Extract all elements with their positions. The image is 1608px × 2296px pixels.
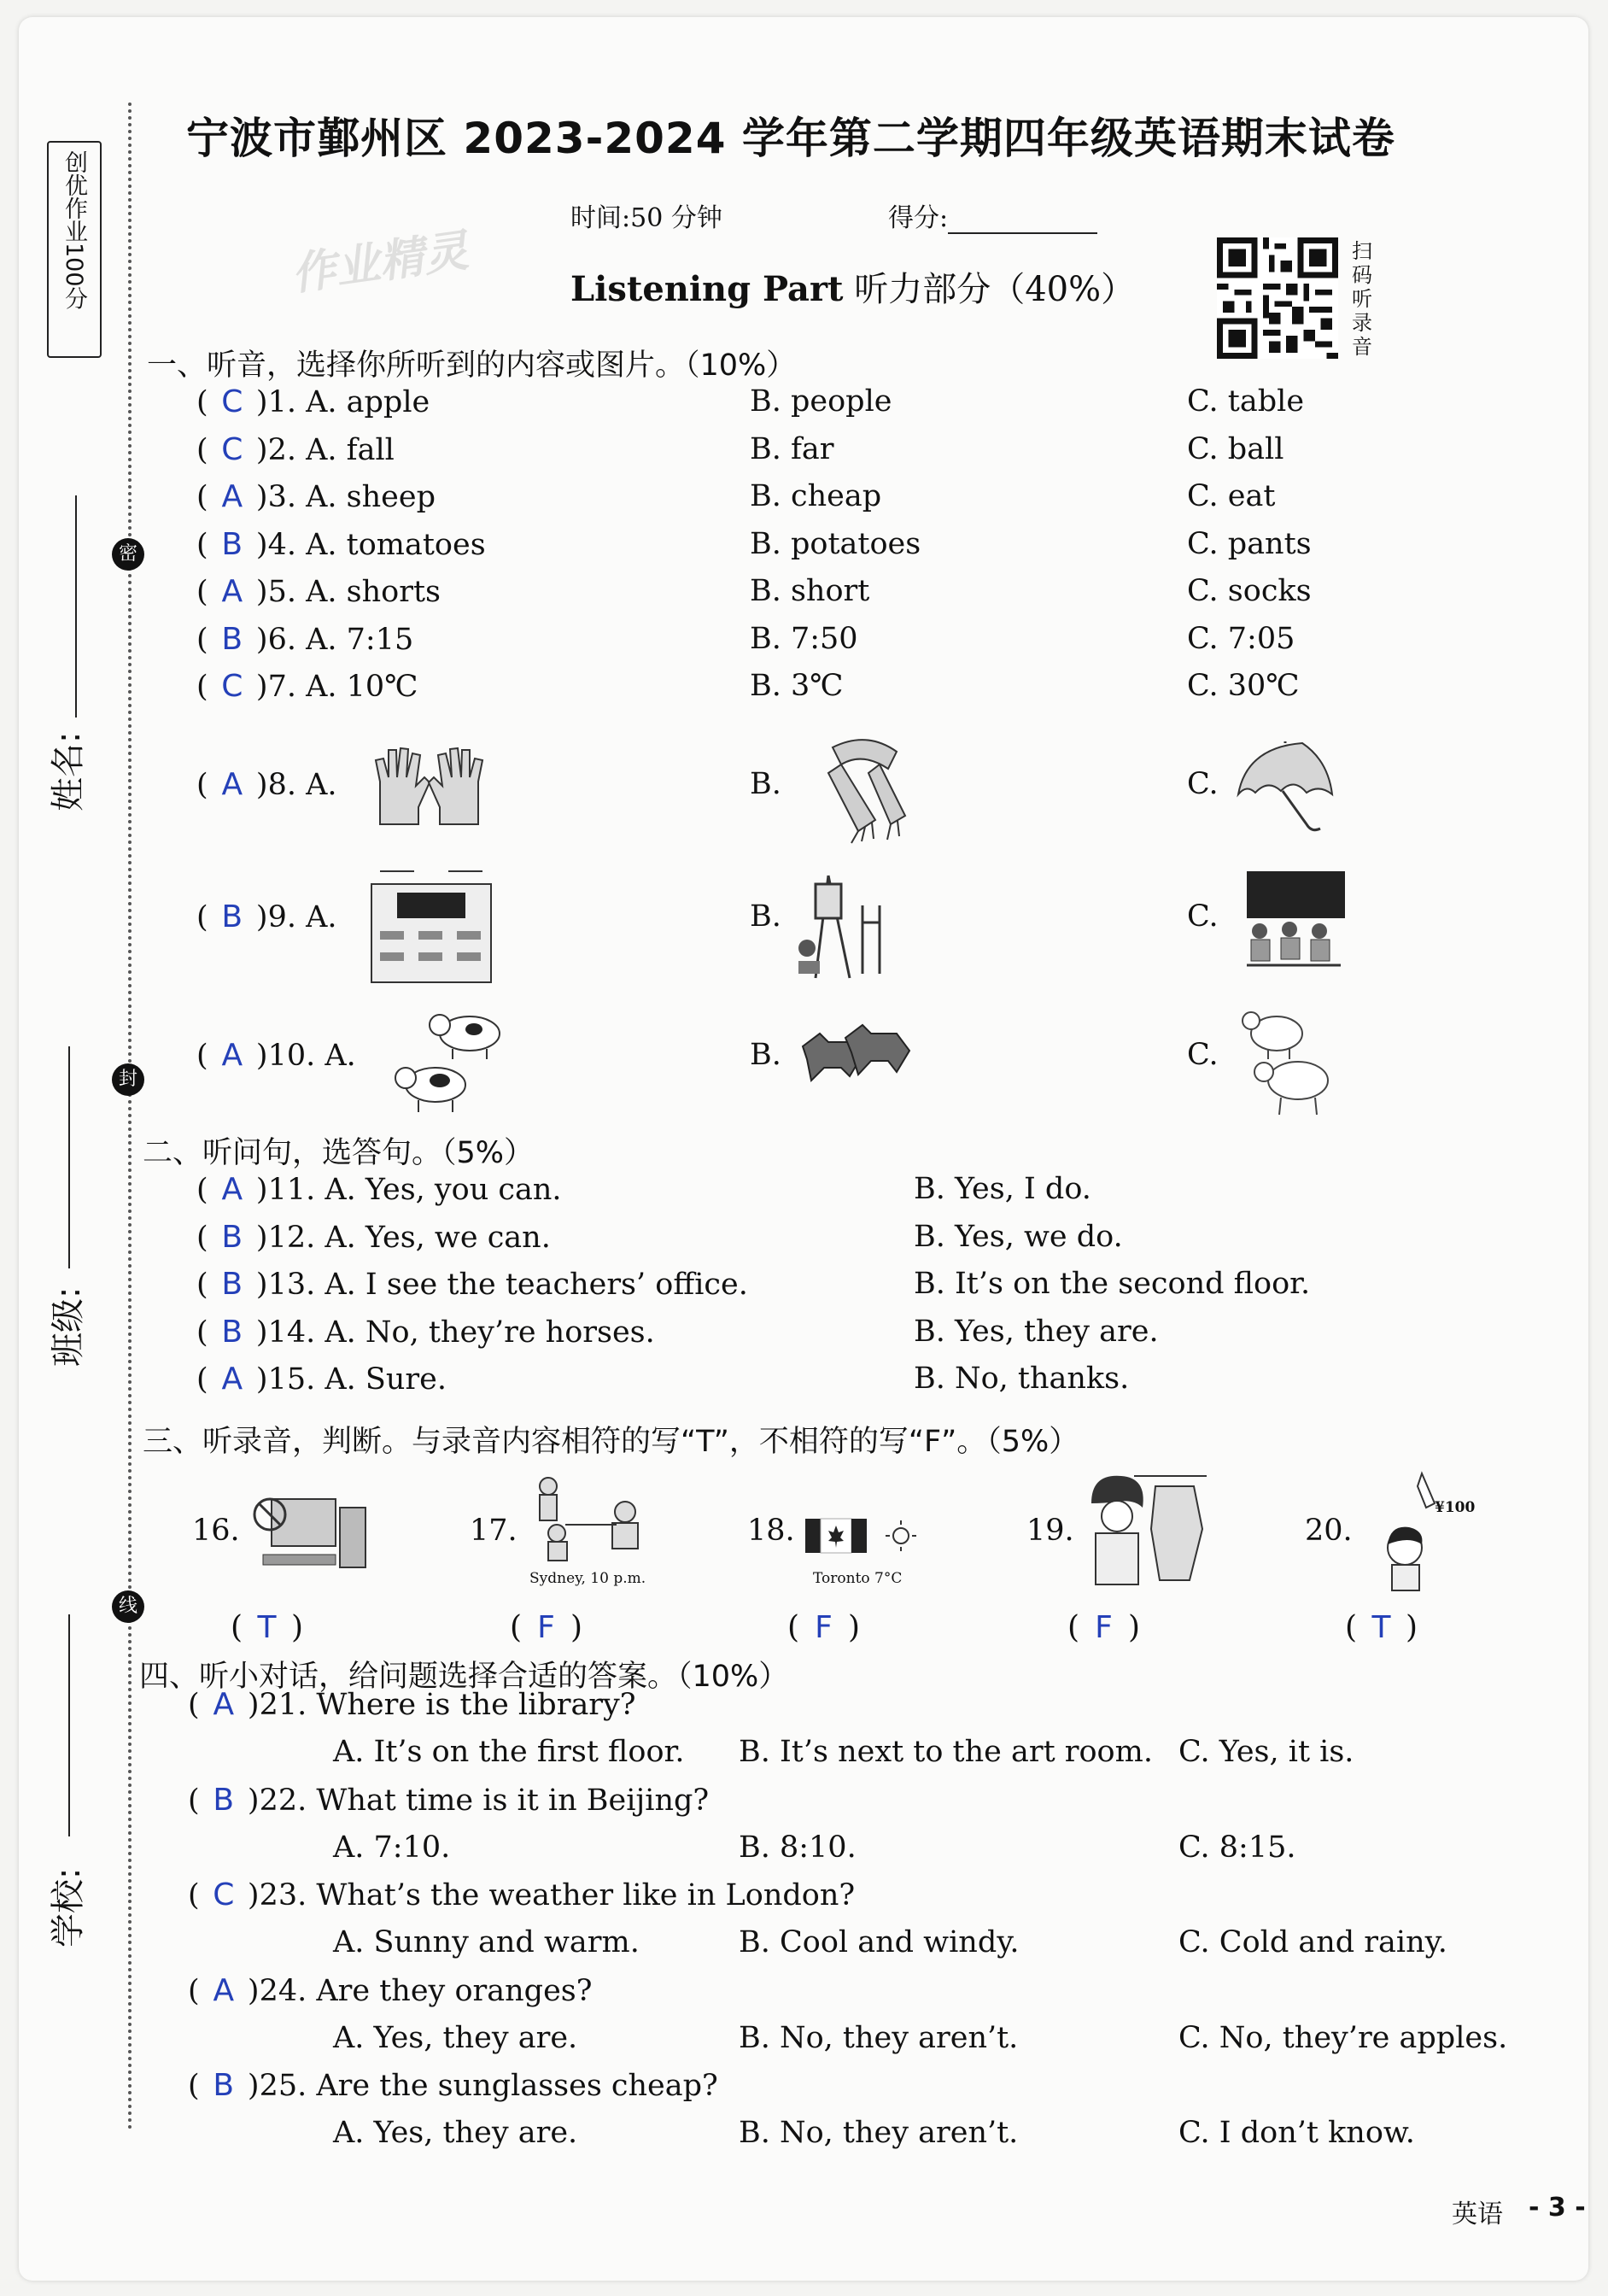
question-24: ( A )24. Are they oranges? [188, 1972, 593, 2008]
option-25b: B. No, they aren’t. [739, 2116, 1019, 2150]
question-5: ( A )5. A. shorts [196, 574, 441, 609]
question-text: Are they oranges? [316, 1973, 593, 2008]
school-field-label: 学校: [49, 1867, 88, 1948]
option-13b: B. It’s on the second floor. [914, 1267, 1311, 1301]
question-number: )15. [255, 1362, 316, 1397]
option-22c: C. 8:15. [1178, 1830, 1296, 1865]
question-7: ( C )7. A. 10℃ [196, 669, 418, 704]
option-21c: C. Yes, it is. [1178, 1735, 1354, 1769]
option-7b: B. 3℃ [750, 669, 844, 703]
option-23c: C. Cold and rainy. [1178, 1925, 1447, 1959]
question-number: )7. [255, 670, 296, 704]
option-24c: C. No, they’re apples. [1178, 2020, 1508, 2055]
option-10c: C. [1187, 1038, 1219, 1072]
option-24a: A. Yes, they are. [333, 2020, 578, 2055]
item-18-caption: Toronto 7°C [813, 1570, 903, 1587]
option-9c: C. [1187, 899, 1219, 934]
item-16-answer-wrap: ( T ) [231, 1610, 303, 1645]
option-6a: A. 7:15 [306, 622, 414, 657]
question-15: ( A )15. A. Sure. [196, 1362, 447, 1397]
scarf-picture [798, 730, 922, 846]
girl-dress-picture [1083, 1469, 1211, 1589]
question-number: )6. [255, 622, 296, 657]
footer-subject: 英语 [1452, 2199, 1503, 2229]
binding-dotted-line [128, 102, 132, 2131]
question-11: ( A )11. A. Yes, you can. [196, 1172, 562, 1207]
option-22a: A. 7:10. [333, 1830, 451, 1865]
question-number: )5. [255, 575, 296, 609]
option-15b: B. No, thanks. [914, 1362, 1130, 1396]
score-label: 得分: [888, 203, 949, 233]
option-12b: B. Yes, we do. [914, 1219, 1123, 1254]
answer-19[interactable]: F [1095, 1610, 1113, 1645]
question-number: )24. [247, 1973, 307, 2008]
question-6: ( B )6. A. 7:15 [196, 621, 414, 657]
question-text: What time is it in Beijing? [316, 1783, 710, 1818]
option-12a: A. Yes, we can. [325, 1220, 551, 1255]
answer-16[interactable]: T [257, 1610, 277, 1645]
answer-18[interactable]: F [815, 1610, 833, 1645]
answer-14[interactable]: B [221, 1314, 243, 1350]
seal-mark-feng: 封 [112, 1063, 144, 1096]
question-text: What’s the weather like in London? [316, 1878, 856, 1912]
answer-20[interactable]: T [1371, 1610, 1391, 1645]
answer-4[interactable]: B [221, 526, 243, 562]
option-21b: B. It’s next to the art room. [739, 1735, 1153, 1769]
option-15a: A. Sure. [325, 1362, 447, 1397]
name-field-label: 姓名: [49, 731, 88, 811]
option-1b: B. people [750, 384, 892, 419]
option-13a: A. I see the teachers’ office. [325, 1268, 748, 1302]
question-9: ( B )9. A. [196, 899, 337, 934]
question-8: ( A )8. A. [196, 767, 337, 802]
question-12: ( B )12. A. Yes, we can. [196, 1219, 551, 1255]
option-23a: A. Sunny and warm. [333, 1925, 640, 1959]
question-13: ( B )13. A. I see the teachers’ office. [196, 1267, 748, 1302]
answer-24[interactable]: A [213, 1972, 235, 2008]
watermark: 作业精灵 [288, 225, 471, 302]
item-18-answer-wrap: ( F ) [787, 1610, 860, 1645]
section1-heading: 一、听音，选择你所听到的内容或图片。（10%） [147, 348, 797, 383]
question-3: ( A )3. A. sheep [196, 479, 436, 514]
school-field-line[interactable] [68, 1614, 70, 1836]
section3-heading: 三、听录音，判断。与录音内容相符的写“T”，不相符的写“F”。（5%） [143, 1425, 1079, 1459]
option-24b: B. No, they aren’t. [739, 2020, 1019, 2055]
gloves-picture [371, 743, 495, 833]
option-4b: B. potatoes [750, 526, 921, 561]
umbrella-picture [1230, 735, 1341, 841]
answer-7[interactable]: C [221, 669, 243, 704]
answer-15[interactable]: A [221, 1362, 243, 1397]
option-9b: B. [750, 899, 781, 934]
option-5a: A. shorts [306, 575, 441, 609]
option-1c: C. table [1187, 384, 1305, 419]
answer-5[interactable]: A [221, 574, 243, 609]
question-number: )25. [247, 2069, 307, 2103]
boy-price-picture [1375, 1469, 1443, 1593]
option-21a: A. It’s on the first floor. [333, 1735, 685, 1769]
option-6c: C. 7:05 [1187, 621, 1295, 656]
question-text: Are the sunglasses cheap? [316, 2069, 718, 2103]
name-field-line[interactable] [75, 495, 77, 718]
question-number: )4. [255, 527, 296, 562]
item-17-answer-wrap: ( F ) [510, 1610, 582, 1645]
footer-page: - 3 - [1529, 2193, 1586, 2223]
question-number: )23. [247, 1878, 307, 1912]
answer-25[interactable]: B [213, 2068, 235, 2103]
music-room-picture [1234, 863, 1354, 978]
item-19-num: 19. [1026, 1514, 1074, 1548]
answer-10[interactable]: A [221, 1038, 243, 1073]
option-2b: B. far [750, 431, 834, 466]
answer-11[interactable]: A [221, 1172, 243, 1207]
question-number: )2. [255, 432, 296, 467]
art-room-picture [790, 863, 918, 982]
item-17-num: 17. [470, 1514, 517, 1548]
option-6b: B. 7:50 [750, 621, 858, 656]
computer-no-picture [246, 1491, 374, 1576]
question-23: ( C )23. What’s the weather like in London? [188, 1877, 856, 1912]
answer-1[interactable]: C [221, 384, 243, 419]
answer-17[interactable]: F [537, 1610, 555, 1645]
option-3c: C. eat [1187, 479, 1276, 513]
score-field[interactable] [888, 196, 1097, 234]
item-18-num: 18. [747, 1514, 795, 1548]
sheep-picture [1230, 995, 1341, 1123]
answer-23[interactable]: C [213, 1877, 235, 1912]
option-4c: C. pants [1187, 526, 1312, 561]
canada-flag-sun-picture [801, 1512, 929, 1559]
option-7c: C. 30℃ [1187, 669, 1300, 703]
answer-22[interactable]: B [213, 1782, 235, 1818]
question-number: )3. [255, 480, 296, 514]
question-number: )22. [247, 1783, 307, 1818]
option-11b: B. Yes, I do. [914, 1172, 1091, 1206]
option-8c: C. [1187, 767, 1219, 801]
question-25: ( B )25. Are the sunglasses cheap? [188, 2068, 718, 2103]
section2-heading: 二、听问句，选答句。（5%） [143, 1136, 535, 1170]
option-25c: C. I don’t know. [1178, 2116, 1415, 2150]
option-1a: A. apple [306, 385, 430, 419]
question-22: ( B )22. What time is it in Beijing? [188, 1782, 710, 1818]
question-1: ( C )1. A. apple [196, 384, 430, 419]
question-number: )1. [255, 385, 296, 419]
time-label: 时间:50 分钟 [570, 203, 722, 233]
seal-mark-mi: 密 [112, 538, 144, 571]
option-5b: B. short [750, 574, 870, 608]
option-3a: A. sheep [306, 480, 436, 514]
answer-9[interactable]: B [221, 899, 243, 934]
answer-6[interactable]: B [221, 621, 243, 657]
option-2a: A. fall [306, 432, 395, 467]
answer-2[interactable]: C [221, 431, 243, 467]
question-number: )12. [255, 1220, 316, 1255]
answer-12[interactable]: B [221, 1219, 243, 1255]
classroom-picture [367, 858, 495, 987]
brand-stamp: 创优作业100分 [61, 150, 87, 310]
cows-picture [389, 999, 508, 1119]
part-title [570, 262, 1135, 311]
question-4: ( B )4. A. tomatoes [196, 526, 486, 562]
option-3b: B. cheap [750, 479, 882, 513]
class-field-label: 班级: [49, 1286, 88, 1367]
item-19-answer-wrap: ( F ) [1067, 1610, 1140, 1645]
option-14a: A. No, they’re horses. [325, 1315, 655, 1350]
answer-3[interactable]: A [221, 479, 243, 514]
option-5c: C. socks [1187, 574, 1312, 608]
option-4a: A. tomatoes [306, 527, 486, 562]
option-10b: B. [750, 1038, 781, 1072]
question-number: )11. [255, 1173, 316, 1207]
part-title-en: Listening Part [570, 269, 844, 309]
option-8b: B. [750, 767, 781, 801]
answer-21[interactable]: A [213, 1687, 235, 1722]
option-25a: A. Yes, they are. [333, 2116, 578, 2150]
question-number: )21. [247, 1688, 307, 1722]
kids-play-picture [523, 1473, 651, 1567]
exam-title: 宁波市鄞州区 2023-2024 学年第二学期四年级英语期末试卷 [186, 114, 1395, 163]
option-23b: B. Cool and windy. [739, 1925, 1020, 1959]
answer-8[interactable]: A [221, 767, 243, 802]
seal-mark-xian: 线 [112, 1590, 144, 1623]
question-number: )13. [255, 1268, 316, 1302]
horses-picture [790, 1008, 918, 1098]
question-21: ( A )21. Where is the library? [188, 1687, 636, 1722]
qr-label: 扫码听录音 [1352, 239, 1372, 359]
item-17-caption: Sydney, 10 p.m. [529, 1570, 646, 1587]
question-10: ( A )10. A. [196, 1038, 356, 1073]
class-field-line[interactable] [68, 1046, 70, 1268]
option-7a: A. 10℃ [306, 670, 418, 704]
item-20-answer-wrap: ( T ) [1345, 1610, 1418, 1645]
option-2c: C. ball [1187, 431, 1284, 466]
question-text: Where is the library? [316, 1688, 636, 1722]
part-title-cn: 听力部分（40%） [854, 270, 1136, 309]
question-number: )14. [255, 1315, 316, 1350]
item-20-num: 20. [1305, 1514, 1353, 1548]
question-14: ( B )14. A. No, they’re horses. [196, 1314, 655, 1350]
option-22b: B. 8:10. [739, 1830, 857, 1865]
qr-code-icon[interactable] [1217, 237, 1338, 359]
question-2: ( C )2. A. fall [196, 431, 395, 467]
option-11a: A. Yes, you can. [325, 1173, 562, 1207]
answer-13[interactable]: B [221, 1267, 243, 1302]
option-14b: B. Yes, they are. [914, 1314, 1159, 1349]
section4-heading: 四、听小对话，给问题选择合适的答案。（10%） [139, 1660, 789, 1694]
item-20-price: ¥100 [1435, 1499, 1476, 1516]
item-16-num: 16. [192, 1514, 240, 1548]
